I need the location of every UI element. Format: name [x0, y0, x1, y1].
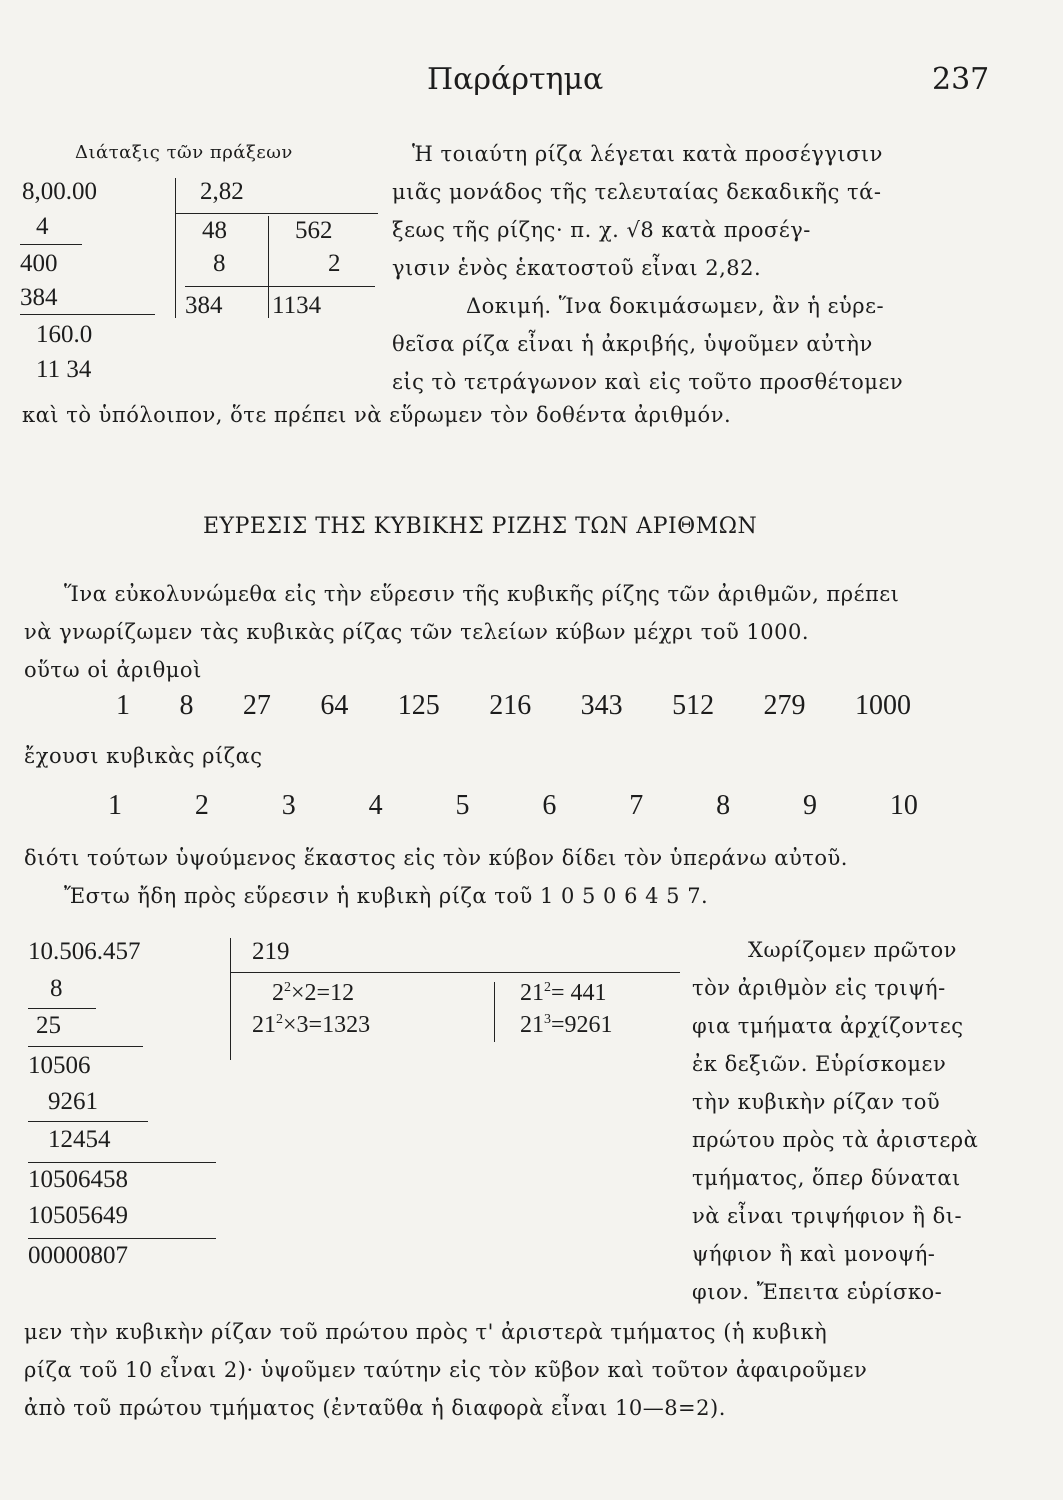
text-line: τὸν ἀριθμὸν εἰς τριψή-: [692, 976, 946, 1000]
cb-calc-base: 2: [272, 980, 284, 1006]
root-value: 2: [194, 790, 209, 821]
text-line: τὴν κυβικὴν ρίζαν τοῦ: [692, 1090, 941, 1114]
root-value: 4: [368, 790, 383, 821]
roots-row: [108, 790, 918, 822]
sq-sub-left: 48: [202, 217, 227, 244]
cube-value: 1000: [854, 690, 911, 721]
cb-calc-base: 21: [520, 980, 544, 1006]
cb-step: 12454: [48, 1126, 111, 1153]
cb-step: 00000807: [28, 1242, 128, 1269]
text-line: φιον. Ἔπειτα εὑρίσκο-: [692, 1280, 943, 1304]
cb-step: 10506: [28, 1052, 91, 1079]
cb-calc: [252, 1012, 370, 1039]
sq-sub-right: 562: [295, 217, 333, 244]
reason-line: διότι τούτων ὑψούμενος ἕκαστος εἰς τὸν κύβον δίδει τὸν ὑπεράνω αὐτοῦ.: [24, 846, 848, 870]
cubes-row: [116, 690, 911, 722]
closing-line: ρίζα τοῦ 10 εἶναι 2)· ὑψοῦμεν ταύτην εἰς τὸν κῦβον καὶ τοῦτον ἀφαιροῦμεν: [24, 1358, 868, 1382]
root-value: 8: [716, 790, 731, 821]
closing-line: καὶ τὸ ὑπόλοιπον, ὅτε πρέπει νὰ εὕρωμεν τὸν δοθέντα ἀριθμόν.: [22, 403, 732, 427]
root-value: 9: [803, 790, 817, 821]
text-line: νὰ εἶναι τριψήφιον ἢ δι-: [692, 1204, 963, 1228]
root-value: 10: [889, 790, 918, 821]
running-head-title: Παράρτημα: [427, 62, 604, 97]
sq-step: 400: [20, 250, 58, 277]
cb-step: 9261: [48, 1088, 98, 1115]
cb-calc-exp: 2: [276, 1012, 283, 1027]
intro-line: νὰ γνωρίζωμεν τὰς κυβικὰς ρίζας τῶν τελείων κύβων μέχρι τοῦ 1000.: [24, 620, 810, 644]
cb-calc-rest: ×2=12: [291, 980, 355, 1006]
cube-value: 64: [320, 690, 349, 721]
cb-calc: [520, 1012, 613, 1039]
sq-sub-left: 8: [213, 250, 226, 277]
rule: [28, 1162, 216, 1163]
rule: [175, 213, 378, 214]
root-value: 3: [281, 790, 296, 821]
example-line: Ἔστω ἤδη πρὸς εὕρεσιν ἡ κυβικὴ ρίζα τοῦ 1 0 5 0 6 4 5 7.: [64, 884, 709, 908]
root-value: 1: [108, 790, 122, 821]
sq-step: 384: [20, 284, 58, 311]
text-line: Ἡ τοιαύτη ρίζα λέγεται κατὰ προσέγγισιν: [412, 142, 883, 166]
text-line: τμήματος, ὅπερ δύναται: [692, 1166, 961, 1190]
text-line: θεῖσα ρίζα εἶναι ἡ ἀκριβής, ὑψοῦμεν αὐτὴν: [392, 332, 873, 356]
sq-step: 160.0: [36, 321, 93, 348]
rule: [28, 1008, 96, 1009]
cb-step: 25: [36, 1012, 61, 1039]
roots-label: ἔχουσι κυβικὰς ρίζας: [24, 744, 263, 768]
cb-calc: [520, 980, 607, 1007]
text-line: φια τμήματα ἀρχίζοντες: [692, 1014, 964, 1038]
closing-line: ἀπὸ τοῦ πρώτου τμήματος (ἐνταῦθα ἡ διαφορὰ εἶναι 10—8=2).: [24, 1396, 726, 1420]
rule: [28, 1046, 143, 1047]
cube-value: 1: [116, 690, 130, 721]
working-label: Διάταξις τῶν πράξεων: [75, 142, 293, 163]
rule: [28, 1121, 148, 1122]
sq-sub-right: 2: [328, 250, 341, 277]
cb-calc-base: 21: [520, 1012, 544, 1038]
rule: [185, 286, 375, 287]
closing-line: μεν τὴν κυβικὴν ρίζαν τοῦ πρώτου πρὸς τ' ἀριστερὰ τμήματος (ἡ κυβικὴ: [24, 1320, 828, 1344]
text-line: ψήφιον ἢ καὶ μονοψή-: [692, 1242, 936, 1266]
rule: [20, 314, 155, 315]
rule: [230, 972, 680, 973]
text-line: μιᾶς μονάδος τῆς τελευταίας δεκαδικῆς τά-: [392, 180, 882, 204]
text-line: εἰς τὸ τετράγωνον καὶ εἰς τοῦτο προσθέτομεν: [392, 370, 904, 394]
text-line: γισιν ἑνὸς ἑκατοστοῦ εἶναι 2,82.: [392, 256, 762, 280]
cb-step: 10506458: [28, 1166, 128, 1193]
calc-bar: [494, 982, 495, 1042]
cube-value: 27: [242, 690, 271, 721]
cb-calc-rest: ×3=1323: [283, 1012, 371, 1038]
root-value: 6: [542, 790, 557, 821]
text-line: ἐκ δεξιῶν. Εὑρίσκομεν: [692, 1052, 947, 1076]
rule: [28, 1238, 216, 1239]
page-number: 237: [932, 62, 990, 97]
text-line: Δοκιμή. Ἵνα δοκιμάσωμεν, ἂν ἡ εὑρε-: [466, 294, 885, 318]
cb-calc-exp: 2: [544, 980, 551, 995]
sq-radicand: 8,00.00: [22, 178, 97, 205]
cb-calc-rest: =9261: [551, 1012, 613, 1038]
cb-radicand: 10.506.457: [28, 938, 141, 965]
sq-step: 11 34: [36, 356, 92, 383]
sq-step: 4: [36, 213, 49, 240]
sq-root: 2,82: [200, 178, 244, 205]
cb-calc-exp: 3: [544, 1012, 551, 1027]
cb-calc-rest: = 441: [551, 980, 607, 1006]
cube-value: 512: [672, 690, 715, 721]
intro-line: Ἵνα εὐκολυνώμεθα εἰς τὴν εὕρεσιν τῆς κυβικῆς ρίζης τῶν ἀριθμῶν, πρέπει: [64, 582, 900, 606]
cube-value: 8: [179, 690, 194, 721]
root-bar: [230, 938, 231, 1060]
root-bar: [175, 178, 176, 318]
rule: [20, 244, 82, 245]
sub-bar: [268, 216, 269, 318]
root-value: 7: [629, 790, 644, 821]
cb-root: 219: [252, 938, 290, 965]
sq-sub-right: 1134: [272, 292, 322, 319]
sq-sub-left: 384: [185, 292, 223, 319]
root-value: 5: [455, 790, 470, 821]
cb-step: 8: [50, 975, 63, 1002]
cb-calc-base: 21: [252, 1012, 276, 1038]
cb-calc: [272, 980, 354, 1007]
cb-calc-exp: 2: [284, 980, 291, 995]
cube-value: 343: [580, 690, 623, 721]
text-line: Χωρίζομεν πρῶτον: [748, 938, 957, 962]
cube-value: 279: [763, 690, 806, 721]
text-line: πρώτου πρὸς τὰ ἀριστερὰ: [692, 1128, 979, 1152]
cube-value: 125: [397, 690, 440, 721]
cube-value: 216: [489, 690, 532, 721]
section-heading: ΕΥΡΕΣΙΣ ΤΗΣ ΚΥΒΙΚΗΣ ΡΙΖΗΣ ΤΩΝ ΑΡΙΘΜΩΝ: [203, 514, 758, 539]
text-line: ξεως τῆς ρίζης· π. χ. √8 κατὰ προσέγ-: [392, 218, 811, 242]
intro-line: οὕτω οἱ ἀριθμοὶ: [24, 658, 202, 682]
cb-step: 10505649: [28, 1202, 128, 1229]
